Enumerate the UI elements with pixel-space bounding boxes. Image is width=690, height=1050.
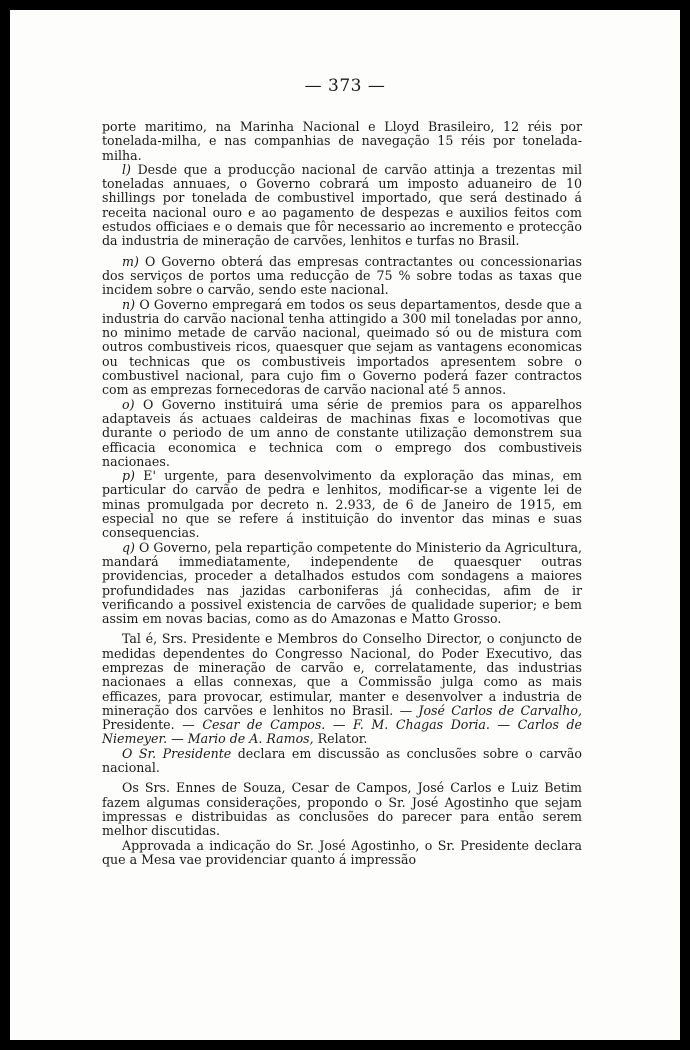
conclusion-paragraph: Tal é, Srs. Presidente e Membros do Conselho Director, o conjuncto de medidas dependentes do Congresso Nacional, do Poder Executivo, das emprezas de mineração de carvão e, correlatamente, das industrias nacionaes a ellas connexas, que a Commissão julga como as mais efficazes, para provocar, estimular, manter e desenvolver a industria de mineração dos carvões e lenhitos no Brasil. — José Carlos de Carvalho, Presidente. — Cesar de Campos. — F. M. Chagas Doria. — Carlos de Niemeyer. — Mario de A. Ramos, Relator. [102,631,582,747]
paragraph-k-continuation [102,120,582,163]
paragraph-text: E' urgente, para desenvolvimento da exploração das minas, em particular do carvão de pedra e lenhitos, modificar-se a vigente lei de minas promulgada por decreto n. 2.933, de 6 de Janeiro de 1915, em especial no que se refere á instituição do inventor das minas e suas consequencias. [102,468,582,541]
paragraph-lead: p) [122,468,135,484]
paragraph-lead: l) [122,161,131,177]
paragraph-lead: m) [122,253,139,269]
signature-2-names: Cesar de Campos. — F. M. Chagas Doria. — Carlos de Niemeyer. — Mario de A. Ramos, [102,717,582,747]
minutes-text: Approvada a indicação do Sr. José Agostinho, o Sr. Presidente declara que a Mesa vae providenciar quanto á impressão [102,837,582,867]
speaker-name: O Sr. Presidente [122,745,232,761]
signature-2-role: Relator. [317,731,368,747]
paragraph-m [102,255,582,298]
minutes-paragraph-1 [102,747,582,776]
paragraph-text: O Governo instituirá uma série de premios para os apparelhos adaptaveis ás actuaes caldeiras de machinas fixas e locomotivas que durante o periodo de um anno de constante utilização demonstrem sua efficacia economica e technica com o emprego dos combustiveis nacionaes. [102,396,582,469]
paragraph-o [102,398,582,469]
minutes-text: Os Srs. Ennes de Souza, Cesar de Campos, José Carlos e Luiz Betim fazem algumas considerações, propondo o Sr. José Agostinho que sejam impressas e distribuidas as conclusões do parecer para então serem melhor discutidas. [102,780,582,839]
paragraph-text: O Governo empregará em todos os seus departamentos, desde que a industria do carvão nacional tenha attingido a 300 mil toneladas por anno, no minimo metade de carvão nacional, queimado só ou de mistura com outros combustiveis ricos, quaesquer que sejam as vantagens economicas ou technicas que os combustiveis importados apresentem sobre o combustivel nacional, para cujo fim o Governo poderá fazer contractos com as emprezas fornecedoras de carvão nacional até 5 annos. [102,296,582,398]
page-number: — 373 — [304,76,386,96]
paragraph-text: O Governo obterá das empresas contractantes ou concessionarias dos serviços de portos uma reducção de 75 % sobre todas as taxas que incidem sobre o carvão, sendo este nacional. [102,253,582,298]
paragraph-lead: q) [122,539,135,555]
minutes-paragraph-2 [102,781,582,838]
paragraph-n [102,298,582,398]
conclusion-text: Tal é, Srs. Presidente e Membros do Conselho Director, o conjuncto de medidas dependentes do Congresso Nacional, do Poder Executivo, das emprezas de mineração de carvão e, correlatamente, das industrias nacionaes a ellas connexas, que a Commissão julga como as mais efficazes, para provocar, estimular, manter e desenvolver a industria de mineração dos carvões e lenhitos no Brasil. [102,631,582,718]
minutes-paragraph-3 [102,839,582,868]
signature-1-role: Presidente. [102,717,175,733]
paragraph-q [102,541,582,627]
signature-1-name: José Carlos de Carvalho, [418,702,582,718]
body-text [102,120,582,867]
paragraph-text: Desde que a producção nacional de carvão attinja a trezentas mil toneladas annuaes, o Governo cobrará um imposto aduaneiro de 10 shillings por tonelada de combustivel importado, que será destinado á receita nacional ouro e ao pagamento de despezas e auxilios feitos com estudos officiaes e o demais que fôr necessario ao incremento e protecção da industria de mineração de carvões, lenhitos e turfas no Brasil. [102,161,582,249]
paragraph-p [102,469,582,540]
minutes-text: declara em discussão as conclusões sobre o carvão nacional. [102,745,582,776]
paragraph-lead: n) [122,296,136,312]
paragraph-text: O Governo, pela repartição competente do Ministerio da Agricultura, mandará immediatamente, independente de quaesquer outras providencias, proceder a detalhados estudos com sondagens a maiores profundidades nas jazidas carboniferas já conhecidas, afim de ir verificando a possivel existencia de carvões de qualidade superior; e bem assim em novas bacias, como as do Amazonas e Matto Grosso. [102,539,582,627]
document-page [10,10,680,1040]
paragraph-lead: o) [122,396,135,412]
paragraph-text: porte maritimo, na Marinha Nacional e Lloyd Brasileiro, 12 réis por tonelada-milha, e nas companhias de navegação 15 réis por tonelada-milha. [102,119,582,163]
paragraph-l [102,163,582,249]
